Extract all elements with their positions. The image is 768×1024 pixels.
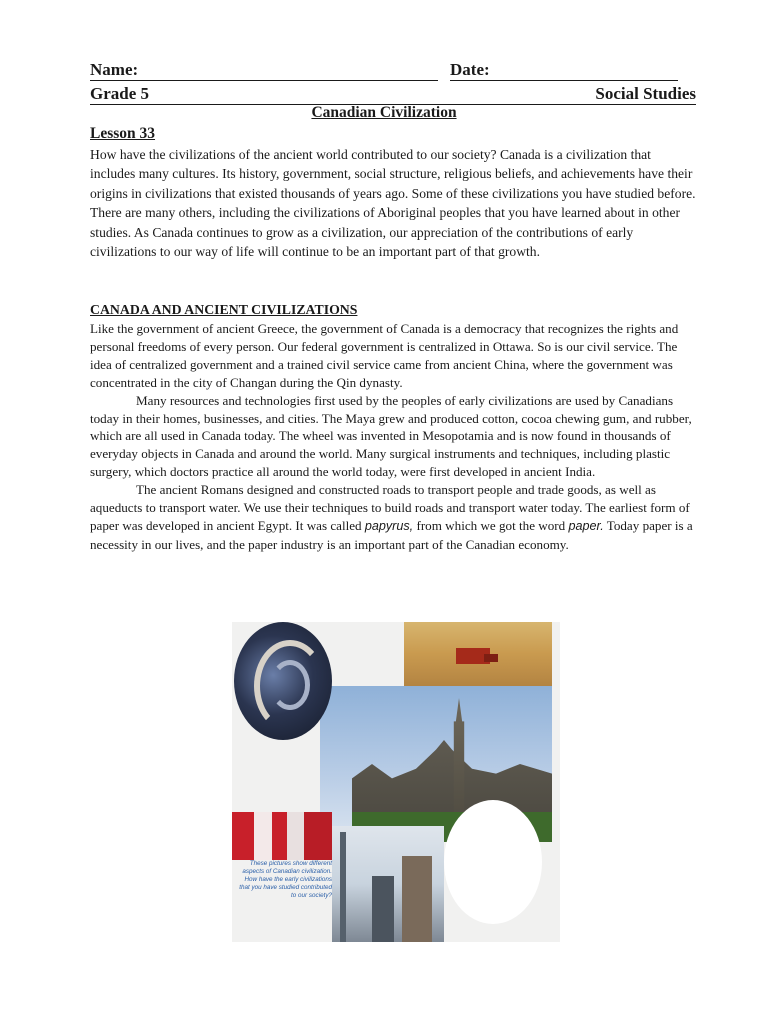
paragraph-government: Like the government of ancient Greece, the government of Canada is a democracy that recognizes the rights and personal freedoms of every person. Our federal government is centralized in Ottawa. So is our civil service. The idea of centralized government and a trained civil service came from ancient China, where the government was concentrated in the city of Changan during the Qin dynasty. [90, 321, 679, 390]
name-date-row [90, 60, 696, 82]
section-heading: CANADA AND ANCIENT CIVILIZATIONS [90, 302, 358, 317]
intro-paragraph: How have the civilizations of the ancient world contributed to our society? Canada is a civilization that includes many cultures. Its history, government, social structure, religious beliefs, and achievements have their origins in civilizations that existed thousands of years ago. Some of these civilizations you have studied before. There are many others, including the civilizations of Aboriginal peoples that you have learned about in other studies. As Canada continues to grow as a civilization, our appreciation of the contributions of early civilizations to our way of life will continue to be an important part of that growth. [90, 147, 696, 260]
name-label: Name: [90, 60, 139, 79]
abstract-art-photo [234, 622, 332, 740]
lesson-heading: Lesson 33 [90, 125, 156, 142]
cn-tower [340, 832, 346, 942]
date-label: Date: [450, 60, 490, 79]
term-papyrus: papyrus, [364, 518, 414, 533]
document-title: Canadian Civilization [311, 104, 457, 121]
blank-oval [444, 800, 542, 924]
term-paper: paper. [568, 518, 604, 533]
canadian-flags-photo [232, 812, 332, 860]
wheat-field-photo [404, 622, 552, 686]
subject-label: Social Studies [595, 84, 696, 103]
grade-subject-row [90, 84, 696, 105]
paragraph-technologies: Many resources and technologies first used by the peoples of early civilizations are used by Canadians today in their homes, businesses, and cities. The Maya grew and produced cotton, cocoa chewing gum, and rubber, which are all used in Canada today. The wheel was invented in Mesopotamia and is now found in thousands of everyday objects in Canada and around the world. Many surgical instruments and techniques, including plastic surgery, which doctors practice all around the world today, were first developed in ancient India. [90, 392, 692, 480]
grade-label: Grade 5 [90, 84, 150, 103]
toronto-skyline-photo [332, 826, 444, 942]
name-field[interactable] [90, 60, 438, 81]
paragraph-romans: The ancient Romans designed and constructed roads to transport people and trade goods, as well as aqueducts to transport water. We use their techniques to build roads and transport water today. The earliest form of paper was developed in ancient Egypt. It was called papyrus, from which we got the word paper. Today paper is a necessity in our lives, and the paper industry is an important part of the Canadian economy. [90, 482, 693, 552]
date-field[interactable] [450, 60, 678, 81]
photo-collage [232, 622, 560, 942]
collage-caption: These pictures show different aspects of Canadian civilization. How have the early civilizations that you have studied contributed to our society? [239, 860, 332, 899]
section-body [90, 320, 700, 554]
